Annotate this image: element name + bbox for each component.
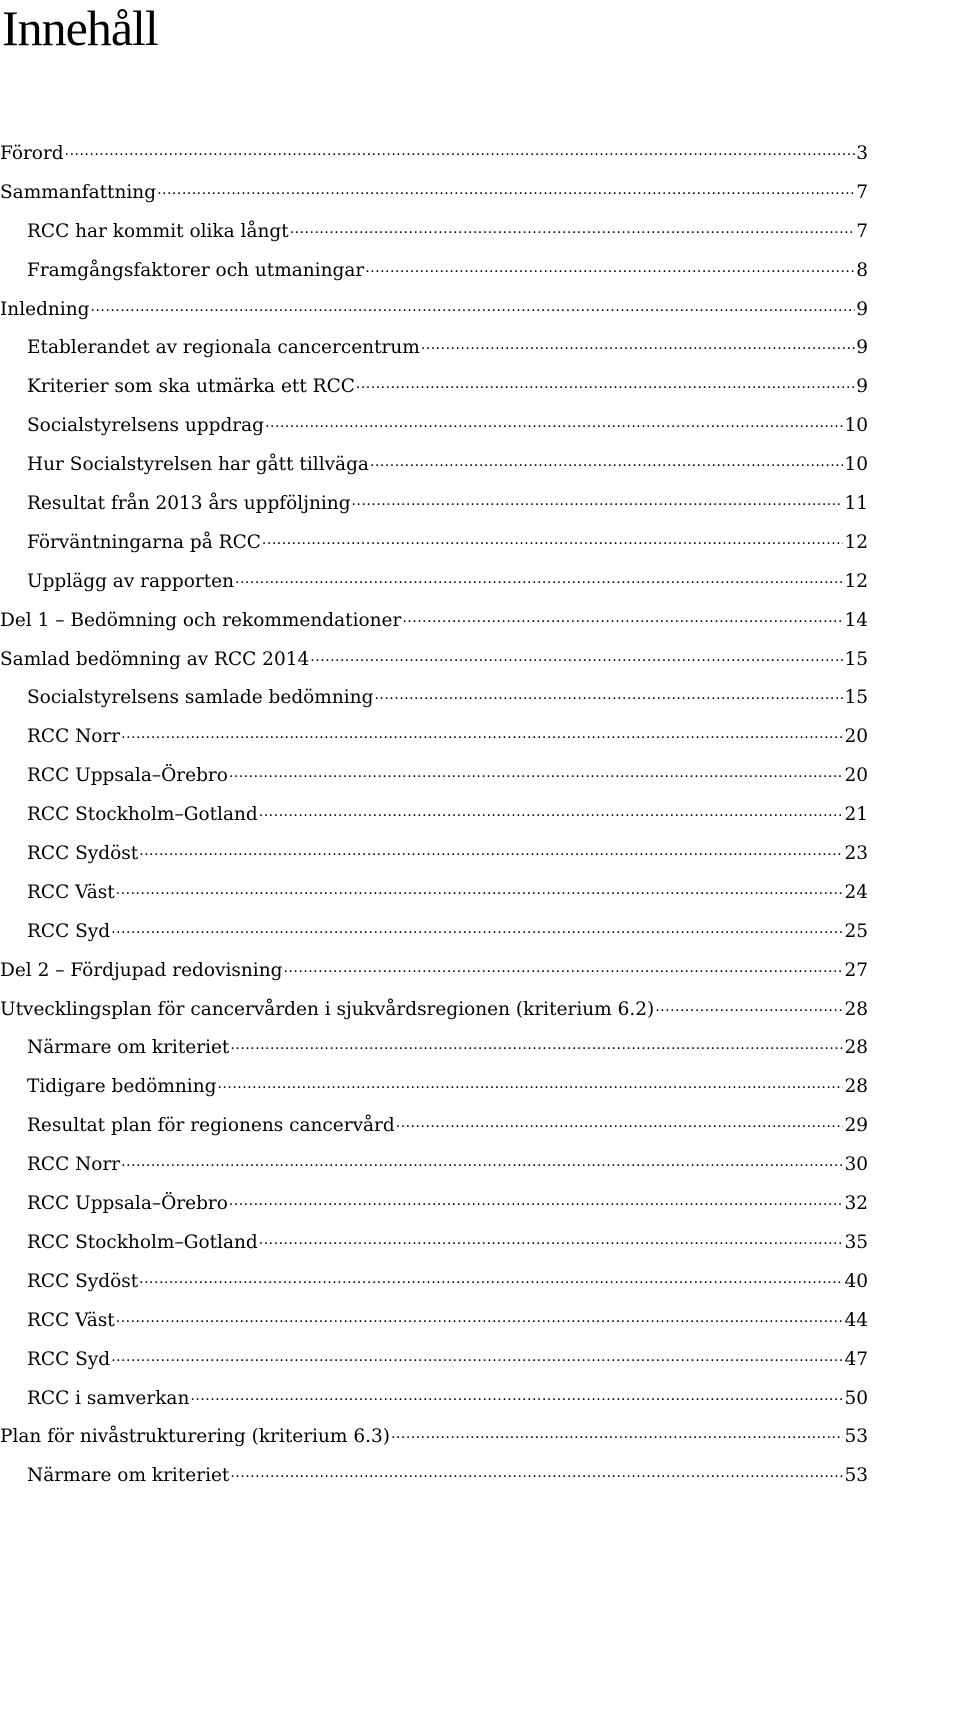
toc-entry-page-number: 32 bbox=[844, 1193, 868, 1215]
toc-entry-page-number: 53 bbox=[844, 1426, 868, 1448]
toc-entry-page-number: 10 bbox=[844, 454, 868, 476]
toc-entry[interactable] bbox=[0, 174, 868, 213]
toc-entry-label: Kriterier som ska utmärka ett RCC bbox=[27, 376, 355, 398]
toc-dot-leader bbox=[655, 987, 843, 1027]
toc-entry-page-number: 29 bbox=[844, 1115, 868, 1137]
toc-dot-leader bbox=[352, 481, 844, 521]
toc-entry-page-number: 47 bbox=[844, 1348, 868, 1370]
toc-entry-page-number: 44 bbox=[844, 1309, 868, 1331]
toc-dot-leader bbox=[235, 559, 843, 599]
toc-entry-page-number: 12 bbox=[844, 570, 868, 592]
toc-dot-leader bbox=[139, 831, 843, 871]
toc-entry-label: Socialstyrelsens uppdrag bbox=[27, 415, 265, 437]
toc-entry-label: Del 2 – Fördjupad redovisning bbox=[0, 959, 283, 981]
toc-entry[interactable] bbox=[0, 1418, 868, 1457]
toc-entry-label: Resultat från 2013 års uppföljning bbox=[27, 493, 351, 515]
toc-entry-label: RCC Syd bbox=[27, 1348, 111, 1370]
toc-entry-label: Tidigare bedömning bbox=[27, 1076, 217, 1098]
toc-dot-leader bbox=[111, 1337, 843, 1377]
toc-entry[interactable] bbox=[0, 446, 868, 485]
toc-dot-leader bbox=[157, 170, 855, 210]
toc-entry[interactable] bbox=[0, 641, 868, 680]
toc-entry[interactable] bbox=[0, 1380, 868, 1419]
toc-entry[interactable] bbox=[0, 1302, 868, 1341]
toc-entry[interactable] bbox=[0, 913, 868, 952]
toc-dot-leader bbox=[91, 287, 856, 327]
toc-entry-label: Närmare om kriteriet bbox=[27, 1037, 230, 1059]
toc-entry-label: RCC Syd bbox=[27, 920, 111, 942]
toc-entry-label: RCC i samverkan bbox=[27, 1387, 190, 1409]
toc-entry-label: Socialstyrelsens samlade bedömning bbox=[27, 687, 374, 709]
toc-dot-leader bbox=[365, 248, 855, 288]
toc-entry[interactable] bbox=[0, 952, 868, 991]
toc-dot-leader bbox=[116, 870, 844, 910]
toc-dot-leader bbox=[65, 131, 856, 171]
toc-entry-page-number: 21 bbox=[844, 804, 868, 826]
toc-entry-label: Etablerandet av regionala cancercentrum bbox=[27, 337, 420, 359]
toc-entry-label: RCC Norr bbox=[27, 726, 121, 748]
toc-entry-page-number: 35 bbox=[844, 1231, 868, 1253]
toc-entry-label: RCC har kommit olika långt bbox=[27, 220, 289, 242]
toc-entry-page-number: 30 bbox=[844, 1154, 868, 1176]
toc-entry-label: RCC Norr bbox=[27, 1154, 121, 1176]
toc-entry[interactable] bbox=[0, 991, 868, 1030]
toc-dot-leader bbox=[310, 637, 843, 677]
toc-dot-leader bbox=[421, 325, 855, 365]
toc-entry-label: Framgångsfaktorer och utmaningar bbox=[27, 259, 365, 281]
toc-entry-label: RCC Uppsala–Örebro bbox=[27, 765, 228, 787]
toc-entry[interactable] bbox=[0, 757, 868, 796]
toc-entry[interactable] bbox=[0, 485, 868, 524]
toc-dot-leader bbox=[259, 792, 844, 832]
toc-entry[interactable] bbox=[0, 135, 868, 174]
toc-dot-leader bbox=[396, 1103, 844, 1143]
toc-entry[interactable] bbox=[0, 1068, 868, 1107]
toc-entry-page-number: 9 bbox=[856, 298, 868, 320]
toc-entry-page-number: 11 bbox=[844, 493, 868, 515]
toc-entry-page-number: 50 bbox=[844, 1387, 868, 1409]
toc-dot-leader bbox=[121, 714, 843, 754]
toc-entry-page-number: 15 bbox=[844, 648, 868, 670]
toc-entry[interactable] bbox=[0, 835, 868, 874]
toc-entry-label: Förväntningarna på RCC bbox=[27, 531, 261, 553]
toc-dot-leader bbox=[229, 753, 844, 793]
toc-dot-leader bbox=[116, 1298, 844, 1338]
toc-dot-leader bbox=[356, 364, 855, 404]
toc-entry-page-number: 12 bbox=[844, 531, 868, 553]
table-of-contents bbox=[0, 135, 868, 1496]
toc-dot-leader bbox=[370, 442, 843, 482]
toc-entry-page-number: 23 bbox=[844, 843, 868, 865]
toc-entry-page-number: 20 bbox=[844, 765, 868, 787]
toc-entry[interactable] bbox=[0, 1107, 868, 1146]
toc-entry-page-number: 53 bbox=[844, 1465, 868, 1487]
toc-entry-label: RCC Väst bbox=[27, 1309, 115, 1331]
toc-dot-leader bbox=[262, 520, 844, 560]
toc-entry[interactable] bbox=[0, 1224, 868, 1263]
toc-entry-label: Del 1 – Bedömning och rekommendationer bbox=[0, 609, 402, 631]
toc-entry-page-number: 28 bbox=[844, 998, 868, 1020]
toc-dot-leader bbox=[283, 948, 843, 988]
toc-entry[interactable] bbox=[0, 718, 868, 757]
toc-entry-page-number: 40 bbox=[844, 1270, 868, 1292]
toc-entry[interactable] bbox=[0, 1029, 868, 1068]
toc-dot-leader bbox=[230, 1025, 843, 1065]
toc-entry-label: Resultat plan för regionens cancervård bbox=[27, 1115, 395, 1137]
toc-dot-leader bbox=[217, 1064, 843, 1104]
toc-entry[interactable] bbox=[0, 1185, 868, 1224]
toc-entry-label: Sammanfattning bbox=[0, 181, 157, 203]
toc-entry-label: RCC Väst bbox=[27, 881, 115, 903]
toc-dot-leader bbox=[290, 209, 856, 249]
toc-entry-label: Inledning bbox=[0, 298, 90, 320]
toc-dot-leader bbox=[391, 1414, 843, 1454]
toc-entry[interactable] bbox=[0, 368, 868, 407]
toc-entry-page-number: 7 bbox=[856, 181, 868, 203]
toc-entry-page-number: 28 bbox=[844, 1076, 868, 1098]
toc-entry[interactable] bbox=[0, 874, 868, 913]
toc-entry-label: Förord bbox=[0, 143, 64, 164]
toc-entry-page-number: 9 bbox=[856, 337, 868, 359]
toc-dot-leader bbox=[259, 1220, 844, 1260]
toc-entry-label: Plan för nivåstrukturering (kriterium 6.3) bbox=[0, 1426, 390, 1448]
toc-entry[interactable] bbox=[0, 563, 868, 602]
toc-dot-leader bbox=[265, 403, 843, 443]
toc-entry[interactable] bbox=[0, 679, 868, 718]
toc-entry[interactable] bbox=[0, 602, 868, 641]
toc-dot-leader bbox=[230, 1453, 843, 1493]
toc-entry[interactable] bbox=[0, 252, 868, 291]
toc-entry-label: Närmare om kriteriet bbox=[27, 1465, 230, 1487]
toc-entry[interactable] bbox=[0, 796, 868, 835]
toc-entry[interactable] bbox=[0, 524, 868, 563]
toc-dot-leader bbox=[229, 1181, 844, 1221]
toc-entry-page-number: 10 bbox=[844, 415, 868, 437]
toc-dot-leader bbox=[121, 1142, 843, 1182]
toc-entry-page-number: 28 bbox=[844, 1037, 868, 1059]
toc-entry-page-number: 7 bbox=[856, 220, 868, 242]
toc-entry-label: Upplägg av rapporten bbox=[27, 570, 234, 592]
toc-entry-label: RCC Stockholm–Gotland bbox=[27, 804, 258, 826]
toc-entry-label: Utvecklingsplan för cancervården i sjukvårdsregionen (kriterium 6.2) bbox=[0, 998, 655, 1020]
toc-dot-leader bbox=[139, 1259, 843, 1299]
toc-entry-label: RCC Stockholm–Gotland bbox=[27, 1231, 258, 1253]
toc-entry[interactable] bbox=[0, 1263, 868, 1302]
toc-entry[interactable] bbox=[0, 291, 868, 330]
toc-entry[interactable] bbox=[0, 1457, 868, 1496]
toc-dot-leader bbox=[374, 675, 843, 715]
toc-entry[interactable] bbox=[0, 329, 868, 368]
toc-entry-page-number: 25 bbox=[844, 920, 868, 942]
toc-entry[interactable] bbox=[0, 213, 868, 252]
toc-entry-page-number: 15 bbox=[844, 687, 868, 709]
toc-dot-leader bbox=[190, 1376, 843, 1416]
toc-entry-page-number: 27 bbox=[844, 959, 868, 981]
toc-entry-label: RCC Sydöst bbox=[27, 843, 139, 865]
page-title: Innehåll bbox=[2, 0, 158, 56]
toc-entry-page-number: 9 bbox=[856, 376, 868, 398]
toc-entry-label: Hur Socialstyrelsen har gått tillväga bbox=[27, 454, 369, 476]
toc-entry[interactable] bbox=[0, 407, 868, 446]
toc-entry-page-number: 8 bbox=[856, 259, 868, 281]
toc-dot-leader bbox=[402, 598, 843, 638]
toc-entry[interactable] bbox=[0, 1341, 868, 1380]
toc-dot-leader bbox=[111, 909, 843, 949]
toc-entry-label: Samlad bedömning av RCC 2014 bbox=[0, 648, 310, 670]
toc-entry-page-number: 3 bbox=[856, 143, 868, 164]
toc-entry-label: RCC Uppsala–Örebro bbox=[27, 1193, 228, 1215]
toc-entry[interactable] bbox=[0, 1146, 868, 1185]
toc-entry-label: RCC Sydöst bbox=[27, 1270, 139, 1292]
toc-entry-page-number: 20 bbox=[844, 726, 868, 748]
toc-entry-page-number: 14 bbox=[844, 609, 868, 631]
toc-entry-page-number: 24 bbox=[844, 881, 868, 903]
